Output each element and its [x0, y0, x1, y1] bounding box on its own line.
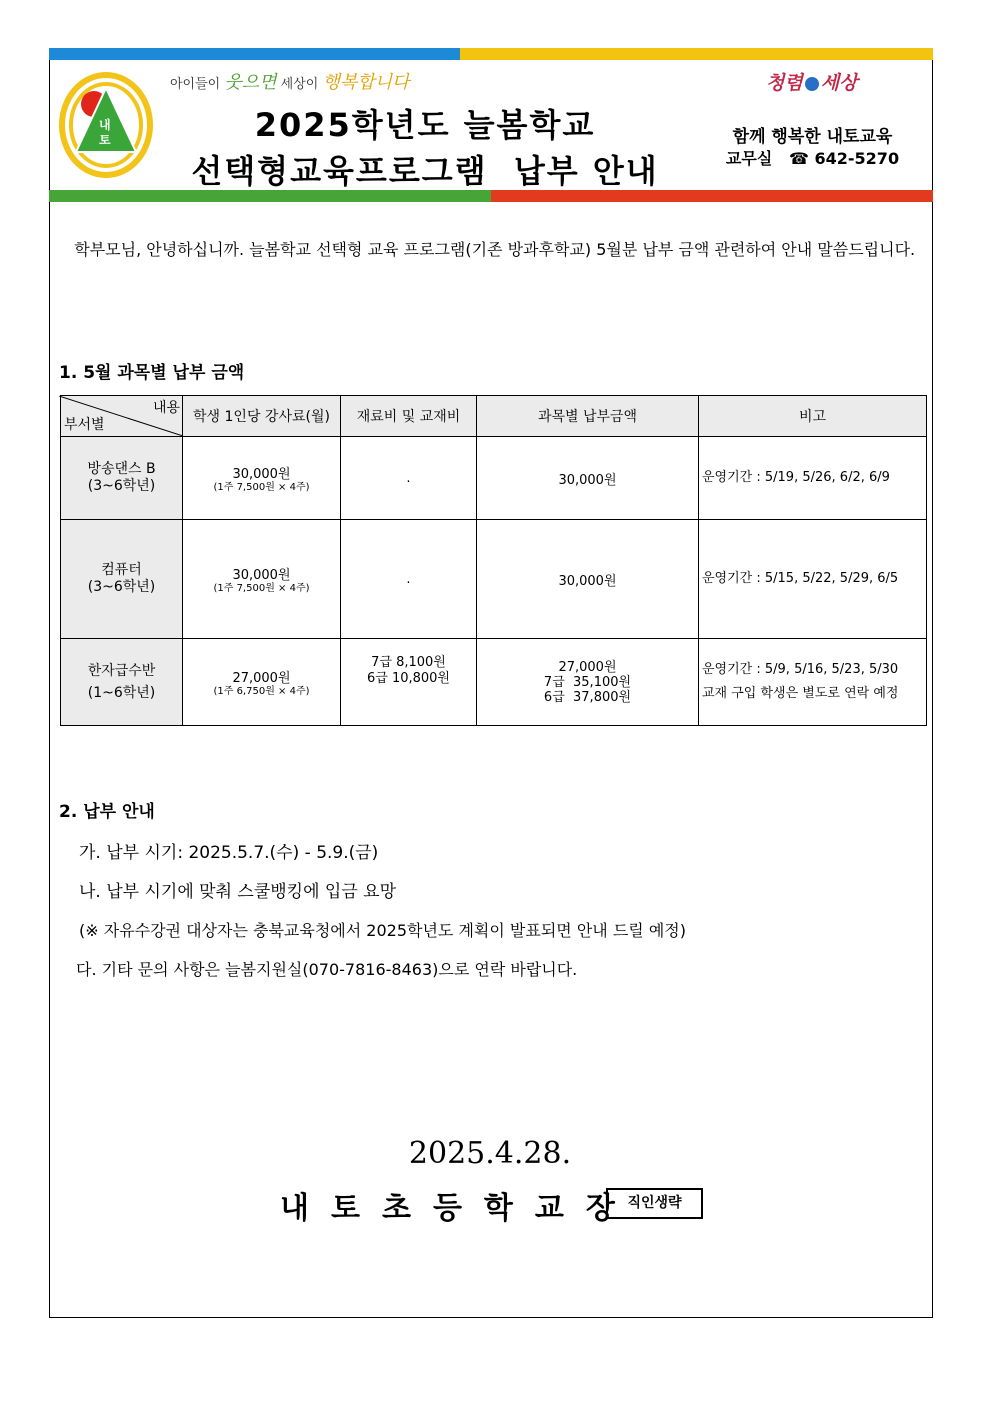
page-title-line2: 선택형교육프로그램 납부 안내 [191, 152, 659, 190]
table-header-row [61, 396, 927, 437]
header-top-color-bar [49, 48, 933, 60]
column-header: 과목별 납부금액 [477, 396, 699, 437]
column-header: 비고 [699, 396, 927, 437]
voucher-note: (※ 자유수강권 대상자는 충북교육청에서 2025학년도 계획이 발표되면 안내 드릴 예정) [79, 921, 686, 940]
seal-omitted-stamp: 직인생략 [606, 1188, 703, 1219]
slogan: 아이들이 웃으면 세상이 행복합니다 [170, 72, 410, 93]
page-title-line1: 2025학년도 늘봄학교 [254, 106, 596, 144]
table-row: 한자급수반 (1~6학년) 27,000원 (1주 6,750원 × 4주) 7급 8,100원 6급 10,800원 27,000원 7급 35,100원 6급 37,800원 운영기간 : 5/9, 5/16, 5/23, 5/30 교재 구입 학생은 별도로 연락 예정 [61, 639, 927, 726]
school-logo [56, 70, 156, 180]
intro-paragraph: 학부모님, 안녕하십니까. 늘봄학교 선택형 교육 프로그램(기존 방과후학교) 5월분 납부 금액 관련하여 안내 말씀드립니다. [74, 240, 916, 259]
document-date: 2025.4.28. [408, 1136, 572, 1171]
office-contact: 교무실 ☎ 642-5270 [725, 149, 900, 168]
table-row: 방송댄스 B (3~6학년) 30,000원 (1주 7,500원 × 4주) . 30,000원 운영기간 : 5/19, 5/26, 6/2, 6/9 [61, 437, 927, 520]
logo-text-top: 내 [99, 118, 111, 132]
school-motto: 함께 행복한 내토교육 [732, 127, 893, 147]
payment-period: 가. 납부 시기: 2025.5.7.(수) - 5.9.(금) [79, 843, 379, 863]
globe-icon [805, 77, 819, 91]
phone-number: ☎ 642-5270 [789, 149, 900, 168]
clean-world-logo: 청렴 세상 [766, 72, 858, 94]
column-header: 학생 1인당 강사료(월) [183, 396, 341, 437]
contact-info: 다. 기타 문의 사항은 늘봄지원실(070-7816-8463)으로 연락 바랍니다. [76, 960, 578, 979]
column-header: 재료비 및 교재비 [341, 396, 477, 437]
logo-text-bottom: 토 [99, 133, 111, 147]
diagonal-corner-cell: 내용 부서별 [61, 396, 182, 436]
section1-heading: 1. 5월 과목별 납부 금액 [59, 363, 245, 383]
section2-heading: 2. 납부 안내 [59, 802, 155, 822]
payment-method: 나. 납부 시기에 맞춰 스쿨뱅킹에 입금 요망 [79, 882, 397, 902]
fee-table [60, 395, 927, 726]
signer-name: 내토초등학교장 [280, 1191, 637, 1226]
table-row: 컴퓨터 (3~6학년) 30,000원 (1주 7,500원 × 4주) . 30,000원 운영기간 : 5/15, 5/22, 5/29, 6/5 [61, 520, 927, 639]
